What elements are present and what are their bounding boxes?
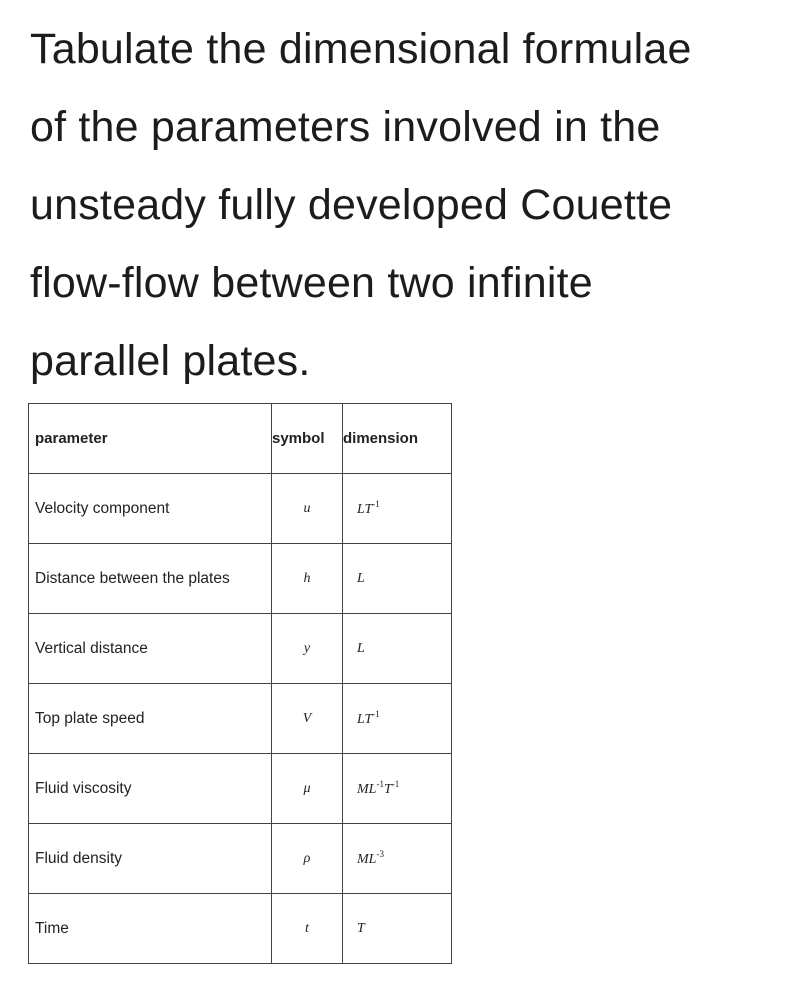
dimension-exponent-2: -1 <box>391 779 400 789</box>
table-row <box>29 614 452 684</box>
question-text <box>30 10 790 400</box>
question-line: parallel plates. <box>30 337 311 385</box>
table-row <box>29 474 452 544</box>
header-symbol: symbol <box>272 404 343 474</box>
symbol-cell: μ <box>272 754 343 824</box>
dimension-cell <box>343 544 452 614</box>
dimension-cell <box>343 474 452 544</box>
parameter-cell: Fluid density <box>29 824 272 894</box>
dimension-exponent: -1 <box>372 709 380 719</box>
question-line: Tabulate the dimensional formulae <box>30 25 692 73</box>
parameter-cell: Velocity component <box>29 474 272 544</box>
dimension-cell <box>343 894 452 964</box>
dimension-cell <box>343 614 452 684</box>
dimension-base: ML <box>357 782 377 797</box>
dimension-cell <box>343 824 452 894</box>
dimension-base-2: T <box>383 782 392 797</box>
symbol-cell: V <box>272 684 343 754</box>
table-row <box>29 544 452 614</box>
question-line: unsteady fully developed Couette <box>30 181 673 229</box>
parameter-cell: Vertical distance <box>29 614 272 684</box>
table-row <box>29 824 452 894</box>
symbol-cell: ρ <box>272 824 343 894</box>
dimension-exponent: -1 <box>376 779 384 789</box>
header-dimension: dimension <box>343 404 452 474</box>
symbol-cell: t <box>272 894 343 964</box>
header-parameter: parameter <box>29 404 272 474</box>
table-header-row <box>29 404 452 474</box>
parameter-cell: Top plate speed <box>29 684 272 754</box>
dimension-exponent: -3 <box>376 849 384 859</box>
dimension-base: T <box>357 920 365 936</box>
dimension-base: L <box>357 570 365 586</box>
dimension-base: LT <box>357 712 373 727</box>
symbol-cell: y <box>272 614 343 684</box>
dimension-base: LT <box>357 502 373 517</box>
table-row <box>29 684 452 754</box>
dimension-base: L <box>357 640 365 656</box>
symbol-cell: u <box>272 474 343 544</box>
symbol-cell: h <box>272 544 343 614</box>
question-line: of the parameters involved in the <box>30 103 661 151</box>
dimensions-table <box>28 403 452 964</box>
dimension-base: ML <box>357 852 377 867</box>
parameter-cell: Fluid viscosity <box>29 754 272 824</box>
parameter-cell: Distance between the plates <box>29 544 272 614</box>
question-line: flow-flow between two infinite <box>30 259 593 307</box>
table-row <box>29 894 452 964</box>
parameter-cell: Time <box>29 894 272 964</box>
dimension-exponent: -1 <box>372 499 380 509</box>
dimension-cell <box>343 754 452 824</box>
dimension-cell <box>343 684 452 754</box>
table-row <box>29 754 452 824</box>
